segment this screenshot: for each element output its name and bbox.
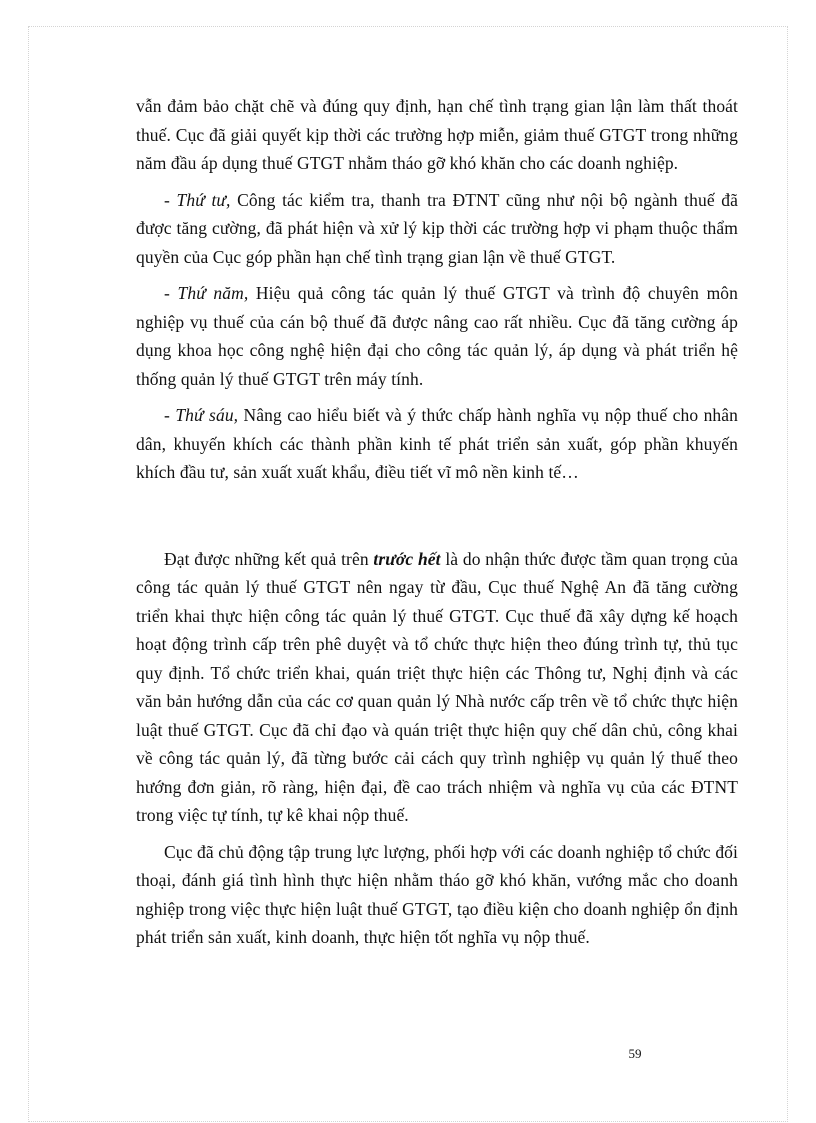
paragraph-text: Đạt được những kết quả trên	[164, 548, 374, 569]
paragraph-lead: Thứ năm,	[177, 283, 249, 303]
list-dash: -	[164, 405, 176, 425]
paragraph-continuation	[136, 92, 738, 178]
emphasis-text: trước hết	[373, 548, 441, 569]
page-number: 59	[628, 1046, 642, 1061]
paragraph-text: vẫn đảm bảo chặt chẽ và đúng quy định, hạn chế tình trạng gian lận làm thất thoát thuế. Cục đã giải quyết kịp thời các trường hợp miễn, giảm thuế GTGT trong những năm đầu áp dụng thuế GTGT nhằm tháo gỡ khó khăn cho các doanh nghiệp.	[136, 96, 738, 173]
document-body	[136, 92, 738, 952]
paragraph-text: Hiệu quả công tác quản lý thuế GTGT và trình độ chuyên môn nghiệp vụ thuế của cán bộ thuế đã được nâng cao rất nhiều. Cục đã tăng cường áp dụng khoa học công nghệ hiện đại cho công tác quản lý, áp dụng và phát triển hệ thống quản lý thuế GTGT trên máy tính.	[136, 283, 738, 389]
paragraph-thu-tu	[136, 186, 738, 272]
list-dash: -	[164, 283, 178, 303]
paragraph-thu-nam	[136, 279, 738, 393]
paragraph-lead: Thứ tư,	[176, 189, 231, 210]
paragraph-cooperation	[136, 838, 738, 952]
paragraph-lead: Thứ sáu,	[175, 405, 239, 425]
paragraph-thu-sau	[136, 401, 738, 487]
paragraph-text: Công tác kiểm tra, thanh tra ĐTNT cũng như nội bộ ngành thuế đã được tăng cường, đã phát hiện và xử lý kịp thời các trường hợp vi phạm thuộc thẩm quyền của Cục góp phần hạn chế tình trạng gian lận về thuế GTGT.	[136, 189, 739, 267]
paragraph-text: là do nhận thức được tầm quan trọng của công tác quản lý thuế GTGT nên ngay từ đầu, Cục thuế Nghệ An đã tăng cường triển khai thực hiện công tác quản lý thuế GTGT. Cục thuế đã xây dựng kế hoạch hoạt động trình cấp trên phê duyệt và tổ chức thực hiện theo đúng trình tự, thủ tục quy định. Tổ chức triển khai, quán triệt thực hiện các Thông tư, Nghị định và các văn bản hướng dẫn của các cơ quan quản lý Nhà nước cấp trên về tổ chức thực hiện luật thuế GTGT. Cục đã chỉ đạo và quán triệt thực hiện quy chế dân chủ, công khai về công tác quản lý, đã từng bước cải cách quy trình nghiệp vụ quản lý thuế theo hướng đơn giản, rõ ràng, hiện đại, đề cao trách nhiệm và nghĩa vụ của các ĐTNT trong việc tự tính, tự kê khai nộp thuế.	[136, 548, 738, 825]
paragraph-achievements	[136, 545, 738, 830]
paragraph-text: Nâng cao hiểu biết và ý thức chấp hành nghĩa vụ nộp thuế cho nhân dân, khuyến khích các thành phần kinh tế phát triển sản xuất, góp phần khuyến khích đầu tư, sản xuất xuất khẩu, điều tiết vĩ mô nền kinh tế…	[136, 405, 738, 482]
paragraph-text: Cục đã chủ động tập trung lực lượng, phối hợp với các doanh nghiệp tổ chức đối thoại, đánh giá tình hình thực hiện nhằm tháo gỡ khó khăn, vướng mắc cho doanh nghiệp trong việc thực hiện luật thuế GTGT, tạo điều kiện cho doanh nghiệp ổn định phát triển sản xuất, kinh doanh, thực hiện tốt nghĩa vụ nộp thuế.	[136, 841, 738, 947]
list-dash: -	[164, 189, 177, 210]
